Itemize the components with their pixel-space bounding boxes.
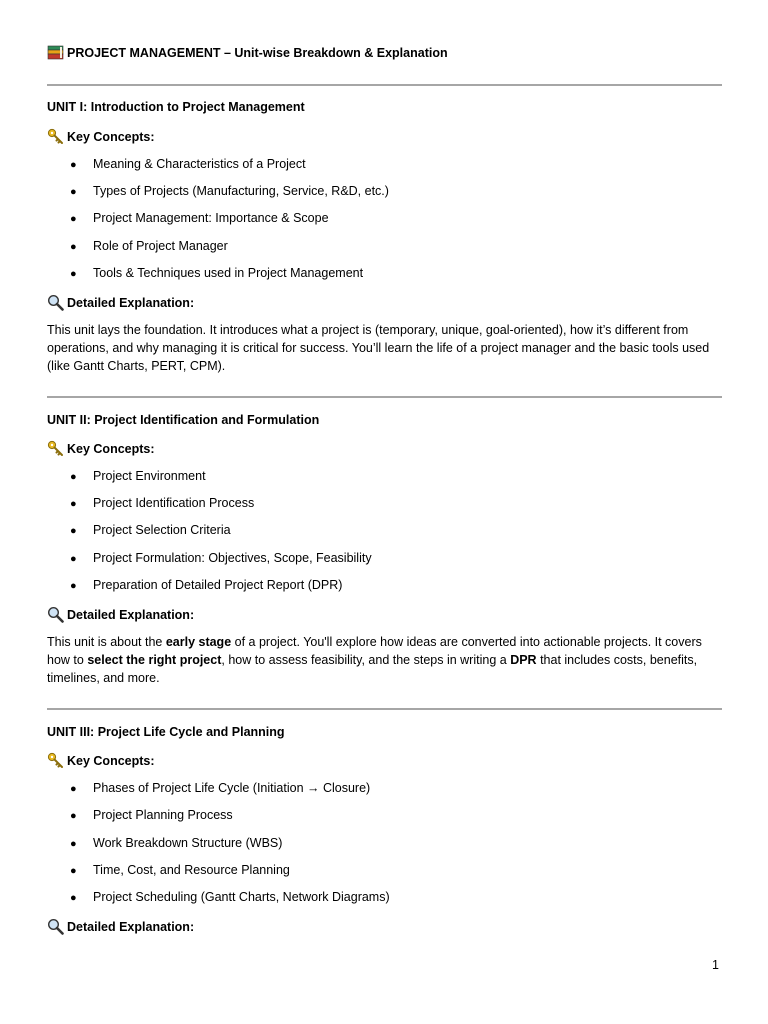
list-item-text: Project Management: Importance & Scope [93,211,329,225]
list-item-text: Meaning & Characteristics of a Project [93,157,306,171]
key-concepts-heading [47,128,155,145]
bullet-icon: ● [70,471,77,483]
bullet-icon: ● [70,186,77,198]
page-number: 1 [712,958,719,972]
list-item [70,266,363,280]
explanation-paragraph [47,633,727,687]
list-item-text: Project Formulation: Objectives, Scope, Feasibility [93,551,372,565]
magnifying-glass-icon [47,606,64,623]
key-concepts-heading [47,440,155,457]
explanation-label: Detailed Explanation: [67,607,195,622]
bullet-icon: ● [70,241,77,253]
key-concepts-label: Key Concepts: [67,129,155,144]
list-item-text: Project Selection Criteria [93,523,231,537]
key-icon [47,128,64,145]
key-icon [47,440,64,457]
bullet-icon: ● [70,498,77,510]
list-item [70,211,329,225]
key-concepts-heading [47,752,155,769]
list-item-text: Work Breakdown Structure (WBS) [93,836,283,850]
paragraph-text: This unit lays the foundation. It introduces what a project is (temporary, unique, goal-oriented), how it’s different from operations, and why managing it is critical for success. You’ll learn the life of a project manager and the basic tools used (like Gantt Charts, PERT, CPM). [47,323,710,373]
divider [47,84,722,86]
magnifying-glass-icon [47,294,64,311]
paragraph-text: , how to assess feasibility, and the steps in writing a [221,653,511,667]
unit-title: UNIT II: Project Identification and Formulation [47,413,320,427]
bullet-icon: ● [70,525,77,537]
key-concepts-label: Key Concepts: [67,441,155,456]
magnifying-glass-icon [47,918,64,935]
paragraph-text: that includes costs, benefits, timelines, and more. [47,653,698,685]
list-item [70,239,228,253]
unit-title: UNIT III: Project Life Cycle and Planning [47,725,285,739]
list-item [70,863,290,877]
list-item-text: Tools & Techniques used in Project Management [93,266,364,280]
emphasis-text: DPR [510,653,537,667]
bullet-icon: ● [70,892,77,904]
list-item [70,551,372,565]
list-item [70,469,206,483]
list-item-text: Phases of Project Life Cycle (Initiation → Closure) [93,781,371,795]
bullet-icon: ● [70,810,77,822]
divider [47,396,722,398]
paragraph-text: This unit is about the [47,635,166,649]
paragraph-text: of a project. You'll explore how ideas are converted into actionable projects. It covers how to [47,635,702,667]
list-item [70,890,390,904]
explanation-heading [47,918,194,935]
unit-title: UNIT I: Introduction to Project Management [47,100,305,114]
emphasis-text: select the right project [87,653,222,667]
key-concepts-label: Key Concepts: [67,753,155,768]
list-item [70,781,370,795]
bullet-icon: ● [70,865,77,877]
list-item [70,184,389,198]
bullet-icon: ● [70,783,77,795]
explanation-label: Detailed Explanation: [67,919,195,934]
bullet-icon: ● [70,159,77,171]
explanation-heading [47,294,194,311]
list-item-text: Project Scheduling (Gantt Charts, Network Diagrams) [93,890,390,904]
key-icon [47,752,64,769]
list-item [70,157,306,171]
list-item [70,578,342,592]
emphasis-text: early stage [165,635,232,649]
explanation-heading [47,606,194,623]
explanation-label: Detailed Explanation: [67,295,195,310]
bullet-icon: ● [70,838,77,850]
list-item-text: Role of Project Manager [93,239,228,253]
bullet-icon: ● [70,213,77,225]
list-item-text: Preparation of Detailed Project Report (DPR) [93,578,343,592]
books-icon [47,44,64,61]
list-item-text: Time, Cost, and Resource Planning [93,863,290,877]
list-item-text: Project Identification Process [93,496,255,510]
list-item-text: Project Planning Process [93,808,233,822]
bullet-icon: ● [70,580,77,592]
bullet-icon: ● [70,268,77,280]
list-item [70,496,254,510]
list-item [70,836,282,850]
list-item-text: Project Environment [93,469,206,483]
document-title [47,44,448,61]
bullet-icon: ● [70,553,77,565]
divider [47,708,722,710]
document-title-text: PROJECT MANAGEMENT – Unit-wise Breakdown & Explanation [67,45,448,60]
list-item [70,808,233,822]
explanation-paragraph [47,321,727,375]
list-item [70,523,231,537]
list-item-text: Types of Projects (Manufacturing, Service, R&D, etc.) [93,184,389,198]
